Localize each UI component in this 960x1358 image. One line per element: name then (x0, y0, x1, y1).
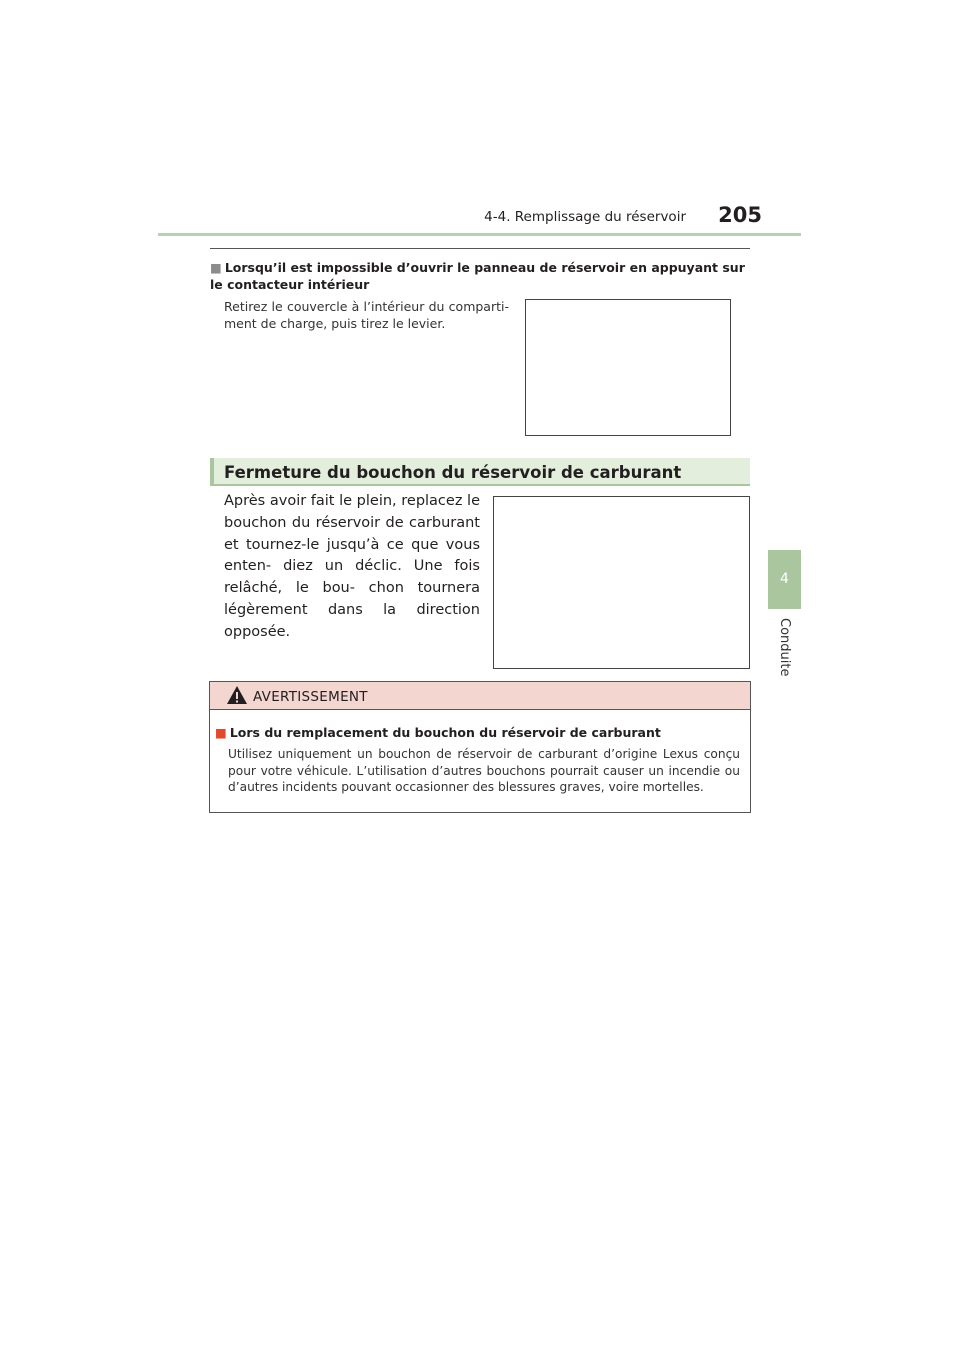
content-rule (210, 248, 750, 249)
section-title: Fermeture du bouchon du réservoir de carburant (224, 463, 682, 482)
chapter-label: Conduite (777, 618, 792, 677)
warning-bullet-title (215, 725, 745, 740)
subsection-title (210, 259, 754, 293)
square-bullet-icon: ■ (215, 725, 227, 740)
subsection-title-text: Lorsqu’il est impossible d’ouvrir le panneau de réservoir en appuyant sur le contacteur intérieur (210, 260, 745, 292)
page-number: 205 (718, 203, 762, 227)
square-bullet-icon: ■ (210, 260, 222, 275)
warning-label: AVERTISSEMENT (253, 689, 368, 705)
illustration-fuel-cap (493, 496, 750, 669)
section-text: Après avoir fait le plein, replacez le bouchon du réservoir de carburant et tournez-le jusqu’à ce que vous enten- diez un déclic. Une fois relâché, le bou- chon tournera légèrement dans la direction opposée. (224, 493, 480, 640)
warning-bullet-text: Lors du remplacement du bouchon du réservoir de carburant (229, 725, 661, 740)
header-rule (158, 233, 801, 236)
illustration-lever (525, 299, 731, 436)
running-header: 4-4. Remplissage du réservoir (484, 209, 686, 225)
chapter-tab: 4 (768, 550, 801, 609)
warning-text: Utilisez uniquement un bouchon de réservoir de carburant d’origine Lexus conçu pour votre véhicule. L’utilisation d’autres bouchons pourrait causer un incendie ou d’autres incidents pouvant occasionner des blessures graves, voire mortelles. (228, 747, 740, 794)
warning-triangle-icon (226, 685, 248, 705)
subsection-text: Retirez le couvercle à l’intérieur du comparti- ment de charge, puis tirez le levier. (224, 299, 509, 331)
